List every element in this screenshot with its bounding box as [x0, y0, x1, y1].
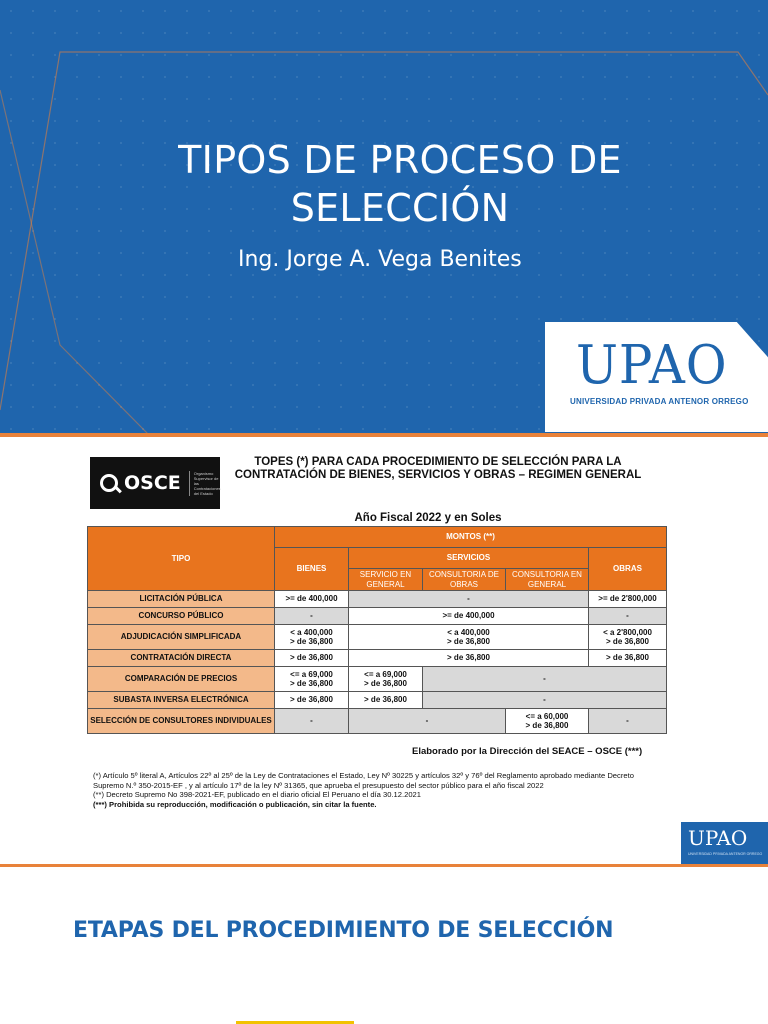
- etapas-heading: ETAPAS DEL PROCEDIMIENTO DE SELECCIÓN: [73, 918, 614, 943]
- table-header-title: TOPES (*) PARA CADA PROCEDIMIENTO DE SELECCIÓN PARA LA CONTRATACIÓN DE BIENES, SERVICIOS Y OBRAS – REGIMEN GENERAL: [234, 456, 642, 481]
- row-label: LICITACIÓN PÚBLICA: [88, 591, 275, 608]
- elaborado-por: Elaborado por la Dirección del SEACE – OSCE (***): [412, 746, 643, 757]
- upao-small-logo-text: UPAO: [688, 826, 748, 850]
- col-servicios: SERVICIOS: [349, 548, 589, 569]
- slide-title: TIPOS DE PROCESO DE SELECCIÓN: [178, 138, 622, 230]
- fiscal-year: Año Fiscal 2022 y en Soles: [354, 512, 502, 524]
- col-consultoria-obras: CONSULTORIA DE OBRAS: [423, 569, 506, 591]
- table-row: [88, 709, 667, 734]
- table-row: [88, 667, 667, 692]
- title-slide: [0, 0, 768, 436]
- table-row: [88, 692, 667, 709]
- upao-small-logo-subtitle: UNIVERSIDAD PRIVADA ANTENOR ORREGO: [688, 852, 763, 856]
- row-label: SUBASTA INVERSA ELECTRÓNICA: [88, 692, 275, 709]
- cell: -: [423, 667, 667, 692]
- col-consultoria-general: CONSULTORIA EN GENERAL: [506, 569, 589, 591]
- col-montos: MONTOS (**): [275, 527, 667, 548]
- cell: >= de 400,000: [349, 608, 589, 625]
- cell: >= de 2'800,000: [589, 591, 667, 608]
- cell: <= a 69,000 > de 36,800: [275, 667, 349, 692]
- cell: -: [275, 608, 349, 625]
- cell: < a 400,000 > de 36,800: [275, 625, 349, 650]
- cell: <= a 69,000 > de 36,800: [349, 667, 423, 692]
- cell: > de 36,800: [589, 650, 667, 667]
- slide-author: Ing. Jorge A. Vega Benites: [238, 247, 522, 272]
- col-tipo: TIPO: [88, 527, 275, 591]
- row-label: ADJUDICACIÓN SIMPLIFICADA: [88, 625, 275, 650]
- cell: > de 36,800: [349, 650, 589, 667]
- magnifier-handle-icon: [114, 486, 122, 494]
- col-bienes: BIENES: [275, 548, 349, 591]
- row-label: COMPARACIÓN DE PRECIOS: [88, 667, 275, 692]
- osce-logo: [90, 457, 220, 509]
- cell: -: [589, 709, 667, 734]
- cell: -: [589, 608, 667, 625]
- row-label: SELECCIÓN DE CONSULTORES INDIVIDUALES: [88, 709, 275, 734]
- cell: > de 36,800: [275, 692, 349, 709]
- upao-logo-subtitle: UNIVERSIDAD PRIVADA ANTENOR ORREGO: [570, 397, 749, 406]
- cell: < a 400,000 > de 36,800: [349, 625, 589, 650]
- cell: >= de 400,000: [275, 591, 349, 608]
- footnote-2: (**) Decreto Supremo No 398-2021-EF, publicado en el diario oficial El Peruano el día 30.12.2021: [93, 790, 421, 800]
- cell: -: [423, 692, 667, 709]
- table-row: [88, 650, 667, 667]
- upao-logo: UPAO: [576, 335, 728, 396]
- row-label: CONTRATACIÓN DIRECTA: [88, 650, 275, 667]
- table-row: [88, 591, 667, 608]
- topes-table: [87, 526, 667, 734]
- cell: -: [349, 591, 589, 608]
- cell: -: [275, 709, 349, 734]
- cell: < a 2'800,000 > de 36,800: [589, 625, 667, 650]
- osce-logo-text: OSCE: [124, 472, 181, 494]
- osce-logo-small: Organismo Supervisor de las Contrataciones del Estado: [189, 471, 221, 496]
- cell: > de 36,800: [349, 692, 423, 709]
- cell: -: [349, 709, 506, 734]
- table-row: [88, 625, 667, 650]
- footnote-3: (***) Prohibida su reproducción, modificación o publicación, sin citar la fuente.: [93, 799, 377, 809]
- footnote-1: (*) Artículo 5º literal A, Artículos 22º al 25º de la Ley de Contrataciones el Estado, Ley Nº 30225 y artículos 32º y 76º del Reglamento aprobado mediante Decreto Supremo N.º 350-2015-EF , y al artículo 17º de la ley Nº 31365, que aprueba el presupuesto del sector público para el año fiscal 2022: [93, 771, 634, 790]
- row-label: CONCURSO PÚBLICO: [88, 608, 275, 625]
- table-row: [88, 608, 667, 625]
- col-servicio-general: SERVICIO EN GENERAL: [349, 569, 423, 591]
- cell: <= a 60,000 > de 36,800: [506, 709, 589, 734]
- col-obras: OBRAS: [589, 548, 667, 591]
- cell: > de 36,800: [275, 650, 349, 667]
- etapas-slide: [0, 867, 768, 1024]
- footnotes: [93, 771, 663, 809]
